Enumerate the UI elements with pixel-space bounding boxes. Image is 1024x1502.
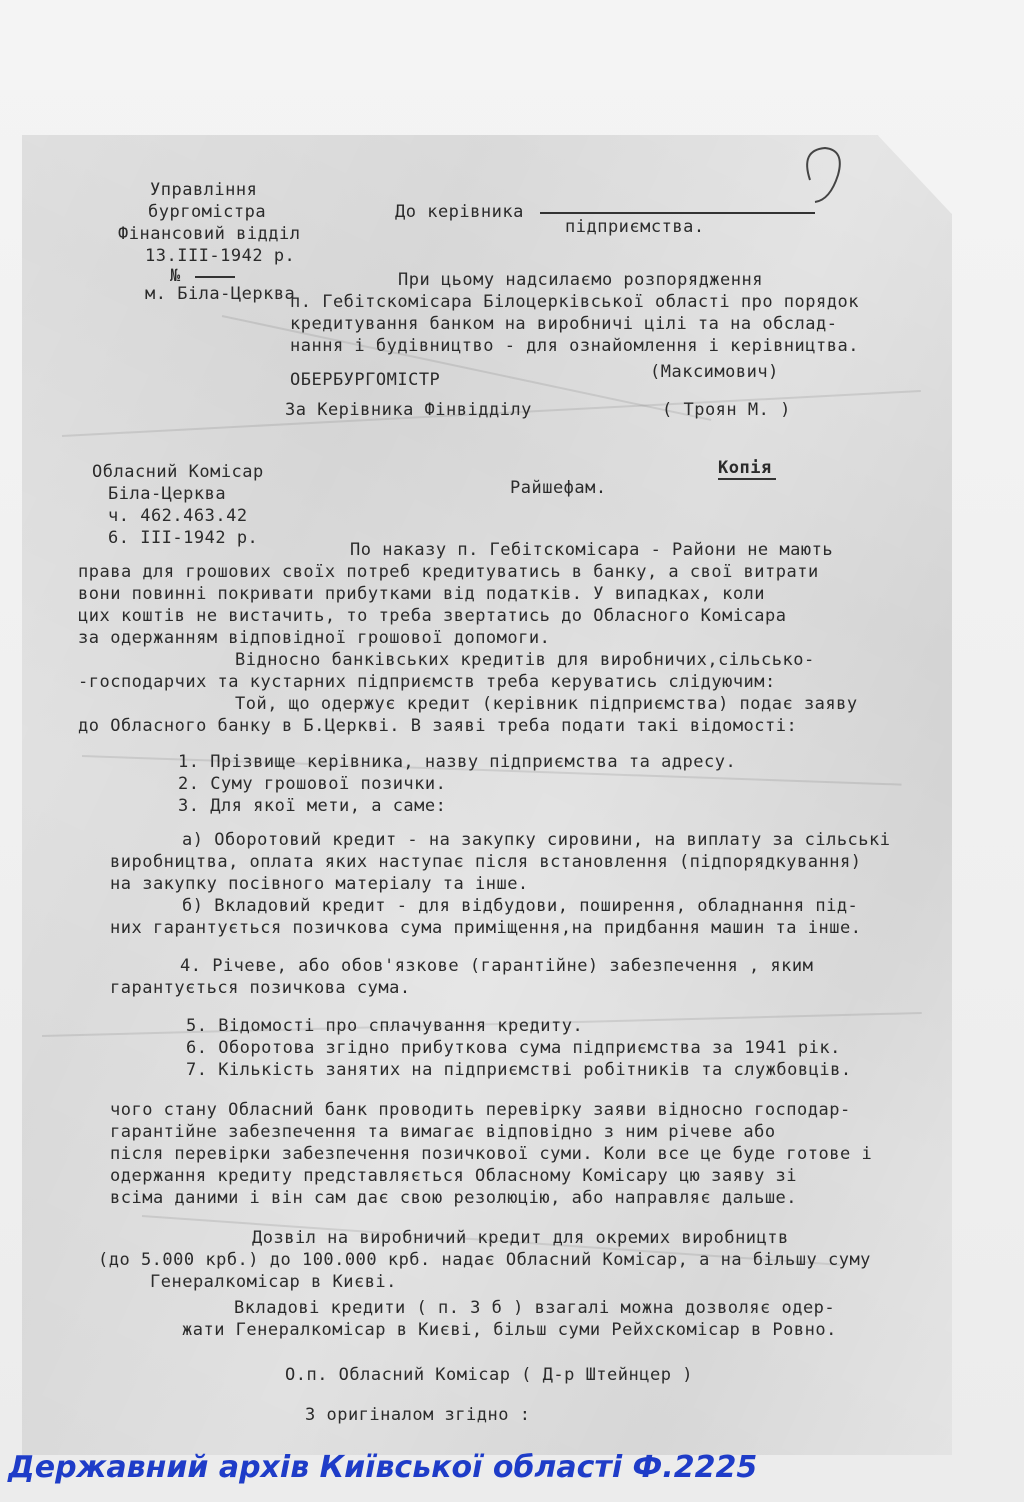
text-line: Генералкомісар в Києві. — [150, 1272, 397, 1292]
text-line: При цьому надсилаємо розпорядження — [398, 270, 763, 290]
order-signature: О.п. Обласний Комісар ( Д-р Штейнцер ) — [285, 1365, 693, 1385]
signature-name: (Максимович) — [650, 362, 779, 382]
text-line: ч. 462.463.42 — [108, 506, 248, 526]
text-line: Відносно банківських кредитів для виробничих,сільсько- — [235, 650, 815, 670]
copy-label: Копія — [718, 458, 772, 478]
text-line: Обласний Комісар — [92, 462, 264, 482]
text-line: на закупку посівного матеріалу та інше. — [110, 874, 529, 894]
text-line: кредитування банком на виробничі цілі та на обслад- — [290, 314, 838, 334]
text-line: вони повинні покривати прибутками від податків. У випадках, коли — [78, 584, 766, 604]
recipient: Райшефам. — [510, 478, 607, 498]
text-line: -господарчих та кустарних підприємств треба керуватись слідуючим: — [78, 672, 776, 692]
list-item: 2. Суму грошової позички. — [178, 774, 447, 794]
list-item: гарантується позичкова сума. — [110, 978, 411, 998]
list-item: 7. Кількість занятих на підприємстві робітників та службовців. — [186, 1060, 852, 1080]
letterhead-city: м. Біла-Церква — [145, 284, 296, 304]
archive-caption: Державний архів Київської області Ф.2225 — [8, 1450, 758, 1485]
text-line: гарантійне забезпечення та вимагає відповідно з ним річеве або — [110, 1122, 776, 1142]
text-line: Той, що одержує кредит (керівник підприємства) подає заяву — [235, 694, 858, 714]
letterhead-line: Фінансовий відділ — [118, 224, 301, 244]
list-item: 1. Прізвище керівника, назву підприємства та адресу. — [178, 752, 737, 772]
signature-role: За Керівника Фінвідділу — [285, 400, 532, 420]
list-item: 4. Річеве, або обов'язкове (гарантійне) забезпечення , яким — [180, 956, 814, 976]
text-line: права для грошових своїх потреб кредитуватись в банку, а свої витрати — [78, 562, 819, 582]
addressee-line: підприємства. — [565, 217, 705, 237]
signature-role: ОБЕРБУРГОМІСТР — [290, 370, 441, 390]
text-line: нання і будівництво - для ознайомлення і керівництва. — [290, 336, 859, 356]
text-line: 6. ІІІ-1942 р. — [108, 528, 259, 548]
addressee-line: До керівника — [395, 202, 524, 222]
text-line: Вкладові кредити ( п. 3 б ) взагалі можна дозволяє одер- — [234, 1298, 836, 1318]
certification-note: З оригіналом згідно : — [305, 1405, 531, 1425]
text-line: виробництва, оплата яких наступає після встановлення (підпорядкування) — [110, 852, 862, 872]
text-line: (до 5.000 крб.) до 100.000 крб. надає Обласний Комісар, а на більшу суму — [98, 1250, 871, 1270]
list-item: 3. Для якої мети, а саме: — [178, 796, 447, 816]
text-line: після перевірки забезпечення позичкової суми. Коли все це буде готове і — [110, 1144, 873, 1164]
letterhead-number: № — [170, 266, 181, 286]
text-line: п. Гебітскомісара Білоцерківської області про порядок — [290, 292, 859, 312]
text-line: цих коштів не вистачить, то треба звертатись до Обласного Комісара — [78, 606, 787, 626]
text-line: Біла-Церква — [108, 484, 227, 504]
text-line: всіма даними і він сам дає свою резолюцію, або направляє дальше. — [110, 1188, 798, 1208]
text-line: чого стану Обласний банк проводить перевірку заяви відносно господар- — [110, 1100, 851, 1120]
text-line: б) Вкладовий кредит - для відбудови, поширення, обладнання під- — [182, 896, 859, 916]
text-line: одержання кредиту представляється Обласному Комісару цю заяву зі — [110, 1166, 798, 1186]
text-line: Дозвіл на виробничий кредит для окремих виробництв — [252, 1228, 789, 1248]
list-item: 5. Відомості про сплачування кредиту. — [186, 1016, 584, 1036]
text-line: за одержанням відповідної грошової допомоги. — [78, 628, 551, 648]
letterhead-line: бургомістра — [148, 202, 267, 222]
text-line: а) Оборотовий кредит - на закупку сировини, на виплату за сільські — [182, 830, 891, 850]
text-line: По наказу п. Гебітскомісара - Райони не мають — [350, 540, 834, 560]
list-item: 6. Оборотова згідно прибуткова сума підприємства за 1941 рік. — [186, 1038, 841, 1058]
handwritten-mark-icon — [790, 140, 860, 210]
signature-name: ( Троян М. ) — [662, 400, 791, 420]
text-line: них гарантується позичкова сума приміщення,на придбання машин та інше. — [110, 918, 862, 938]
letterhead-date: 13.ІІІ-1942 р. — [145, 246, 296, 266]
text-line: жати Генералкомісар в Києві, більш суми Рейхскомісар в Ровно. — [182, 1320, 837, 1340]
letterhead-line: Управління — [150, 180, 258, 200]
text-line: до Обласного банку в Б.Церкві. В заяві треба подати такі відомості: — [78, 716, 798, 736]
